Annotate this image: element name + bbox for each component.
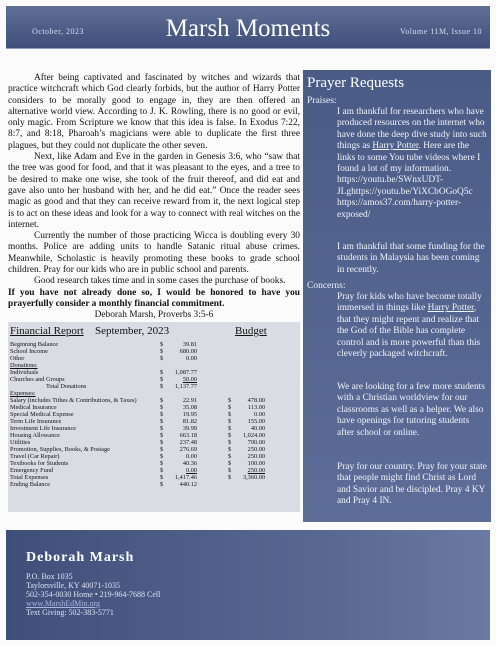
financial-row-budget: 250.00 [247,453,265,460]
currency-symbol: $ [228,418,232,425]
financial-report-month: September, 2023 [95,325,170,337]
financial-report-rows [10,341,298,488]
currency-symbol: $ [160,418,164,425]
currency-symbol: $ [160,446,164,453]
currency-symbol: $ [160,474,164,481]
financial-row-budget: 100.00 [247,460,265,467]
financial-row [10,348,298,355]
currency-symbol: $ [228,404,232,411]
financial-row [10,355,298,362]
financial-row-budget: 250.00 [247,446,265,453]
financial-row-budget: 155.00 [247,418,265,425]
financial-row-amount: 39.99 [182,425,197,432]
prayer-requests-panel [303,70,491,522]
currency-symbol: $ [160,439,164,446]
concern-item-2: We are looking for a few more students with a Christian worldview for our classrooms as well as a helper. We also have openings for tutoring students after school or online. [337,382,485,438]
currency-symbol: $ [160,355,164,362]
financial-row-label: Housing Allowance [10,432,60,439]
currency-symbol: $ [160,369,164,376]
financial-row-budget: 113.00 [247,404,265,411]
newsletter-title: Marsh Moments [165,15,331,42]
financial-report-header [10,325,298,339]
article-paragraph-4: Good research takes time and in some cases the purchase of books. [34,276,286,287]
author-name: Deborah Marsh [26,550,135,565]
financial-row-label: Donations: [10,362,38,369]
currency-symbol: $ [160,460,164,467]
financial-row [10,467,298,474]
article-signature: Deborah Marsh, Proverbs 3:5-6 [94,310,214,321]
financial-row-amount: 0.00 [185,355,197,362]
issue-volume: Volume 11M, Issue 10 [400,27,482,36]
financial-row-label: Ending Balance [10,481,51,488]
financial-row-budget: 1,024.00 [242,432,265,439]
currency-symbol: $ [160,341,164,348]
currency-symbol: $ [228,453,232,460]
address-line-2: Taylorsville, KY 40071-1035 [26,581,121,590]
currency-symbol: $ [160,404,164,411]
praise-item-1 [337,107,487,221]
financial-row [10,383,298,390]
financial-row-amount: 1,087.77 [174,369,197,376]
financial-row [10,474,298,481]
financial-row-label: Travel (Car Repair) [10,453,60,460]
financial-row [10,397,298,404]
financial-row-amount: 1,417.46 [174,474,197,481]
financial-row-amount: 237.48 [179,439,197,446]
financial-row-budget: 3,360.00 [242,474,265,481]
financial-row-amount: 50.00 [182,376,197,383]
currency-symbol: $ [228,439,232,446]
financial-row-budget: 40.00 [250,425,265,432]
concern-item-1 [337,292,487,360]
financial-row [10,432,298,439]
financial-row-label: Beginning Balance [10,341,59,348]
financial-row [10,425,298,432]
financial-row [10,376,298,383]
financial-row-label: Other [10,355,25,362]
address-line-1: P.O. Box 1035 [26,572,73,581]
currency-symbol: $ [160,432,164,439]
issue-date: October, 2023 [32,27,84,36]
currency-symbol: $ [160,383,164,390]
financial-row-amount: 81.82 [182,418,197,425]
financial-row-amount: 35.08 [182,404,197,411]
financial-row-label: Special Medical Expense [10,411,74,418]
praise-1-text: I am thankful for researchers who have produced resources on the internet who have done the deep dive study into such things as [337,107,487,152]
financial-row-amount: 19.95 [182,411,197,418]
financial-report [8,322,300,512]
financial-commitment-appeal: If you have not already done so, I would be honored to have you prayerfully consider a monthly financial commitment. [8,287,300,309]
financial-row-label: Textbooks for Students [10,460,69,467]
financial-row-budget: 0.00 [253,411,265,418]
phone-numbers: 502-354-0030 Home • 219-964-7688 Cell [26,590,161,599]
financial-row-label: Utilities [10,439,31,446]
financial-row-budget: 700.00 [247,439,265,446]
concerns-label: Concerns: [307,281,346,291]
financial-row-amount: 440.12 [179,481,197,488]
prayer-requests-title: Prayer Requests [307,75,405,91]
financial-row [10,460,298,467]
article-paragraph-2: Next, like Adam and Eve in the garden in Genesis 3:6, who “saw that the tree was good for food, and that it was pleasant to the eyes, and a tree to be desired to make one wise, she took of the fruit thereof, and did eat and gave also unto her husband with her, and he did eat.” Once the reader sees magic as good and that they can receive reward from it, the next logical step is to act on these ideas and look for a way to connect with real witches on the internet. [8,152,300,230]
currency-symbol: $ [228,425,232,432]
financial-row-label: Total Donations [46,383,87,390]
currency-symbol: $ [228,446,232,453]
financial-row-label: Salary (includes Tithes & Contributions, & Taxes) [10,397,137,404]
harry-potter-link-2[interactable]: Harry Potter [427,303,474,314]
financial-row [10,369,298,376]
financial-row [10,362,298,369]
financial-row-amount: 39.81 [182,341,197,348]
harry-potter-link[interactable]: Harry Potter [372,141,419,152]
contact-footer [6,530,490,640]
financial-row [10,453,298,460]
currency-symbol: $ [160,425,164,432]
financial-row-label: Term Life Insurance [10,418,62,425]
financial-row-amount: 680.00 [179,348,197,355]
financial-row-amount: 0.00 [185,453,197,460]
financial-row [10,390,298,397]
currency-symbol: $ [160,348,164,355]
financial-row [10,341,298,348]
financial-row-label: Individuals [10,369,39,376]
currency-symbol: $ [228,411,232,418]
praises-label: Praises: [307,96,337,106]
currency-symbol: $ [160,481,164,488]
praise-item-2: I am thankful that some funding for the students in Malaysia has been coming in recently. [337,242,485,275]
currency-symbol: $ [228,432,232,439]
concern-1-text-end: , that they might repent and realize that the God of the Bible has complete control and is more powerful than this cleverly packaged witchcraft. [337,303,481,360]
financial-row-label: Medical Insurance [10,404,57,411]
financial-row-label: Investment Life Insurance [10,425,77,432]
financial-row-label: Emergency Fund [10,467,54,474]
financial-row-amount: 276.69 [179,446,197,453]
financial-row [10,446,298,453]
financial-row-label: Expenses: [10,390,36,397]
financial-row [10,439,298,446]
financial-row-label: Promotion, Supplies, Books, & Postage [10,446,110,453]
financial-row-label: School Income [10,348,48,355]
financial-row-label: Churches and Groups [10,376,65,383]
financial-row-amount: 40.36 [182,460,197,467]
currency-symbol: $ [228,397,232,404]
article-paragraph-1: After being captivated and fascinated by witches and wizards that practice witchcraft which God clearly forbids, but the author of Harry Potter considers to be morally good to engage in, they are then offered an alternative world view. According to J. K. Rowling, there is no good or evil, only magic. From Scripture we know that this idea is false. In Exodus 7:22, 8:7, and 8:18, Pharoah’s magicians were able to duplicate the first three plagues, but they could not duplicate the other seven. [8,73,300,151]
concern-item-3: Pray for our country. Pray for your state that people might find Christ as Lord and Savior and be discipled. Pray 4 KY and Pray 4 IN. [337,462,487,507]
currency-symbol: $ [228,460,232,467]
currency-symbol: $ [228,467,232,474]
text-giving-number: Text Giving: 502-383-5771 [26,608,114,617]
budget-column-header: Budget [235,325,267,337]
concern-1-text: Pray for kids who have become totally immersed in things like [337,292,482,314]
website-link[interactable]: www.MarshEdMin.org [26,599,100,608]
financial-row [10,418,298,425]
financial-row-amount: 22.91 [182,397,197,404]
financial-row-budget: 250.00 [247,467,265,474]
currency-symbol: $ [160,453,164,460]
currency-symbol: $ [160,467,164,474]
financial-report-title: Financial Report [10,325,84,337]
financial-row [10,481,298,488]
praise-1-links-text: . Here are the links to some You tube videos where I found a lot of my information. https://youtu.be/SWnxUDT-JLghttps://youtu.be/YiXCbOGoQ5c https://amos37.com/harry-potter-exposed/ [337,141,481,220]
financial-row [10,411,298,418]
currency-symbol: $ [160,376,164,383]
main-article [8,73,300,322]
financial-row-amount: 0.00 [185,467,197,474]
financial-row-amount: 1,137.77 [174,383,197,390]
financial-row [10,404,298,411]
currency-symbol: $ [160,397,164,404]
financial-row-amount: 663.18 [179,432,197,439]
article-paragraph-3: Currently the number of those practicing Wicca is doubling every 30 months. Police are adding units to handle Satanic ritual abuse crimes. Meanwhile, Scholastic is heavily promoting these books to grade school children. Pray for our kids who are in public school and parents. [8,231,300,276]
financial-row-budget: 478.00 [247,397,265,404]
currency-symbol: $ [228,474,232,481]
financial-row-label: Total Expenses [10,474,49,481]
newsletter-header [6,6,490,49]
currency-symbol: $ [160,411,164,418]
